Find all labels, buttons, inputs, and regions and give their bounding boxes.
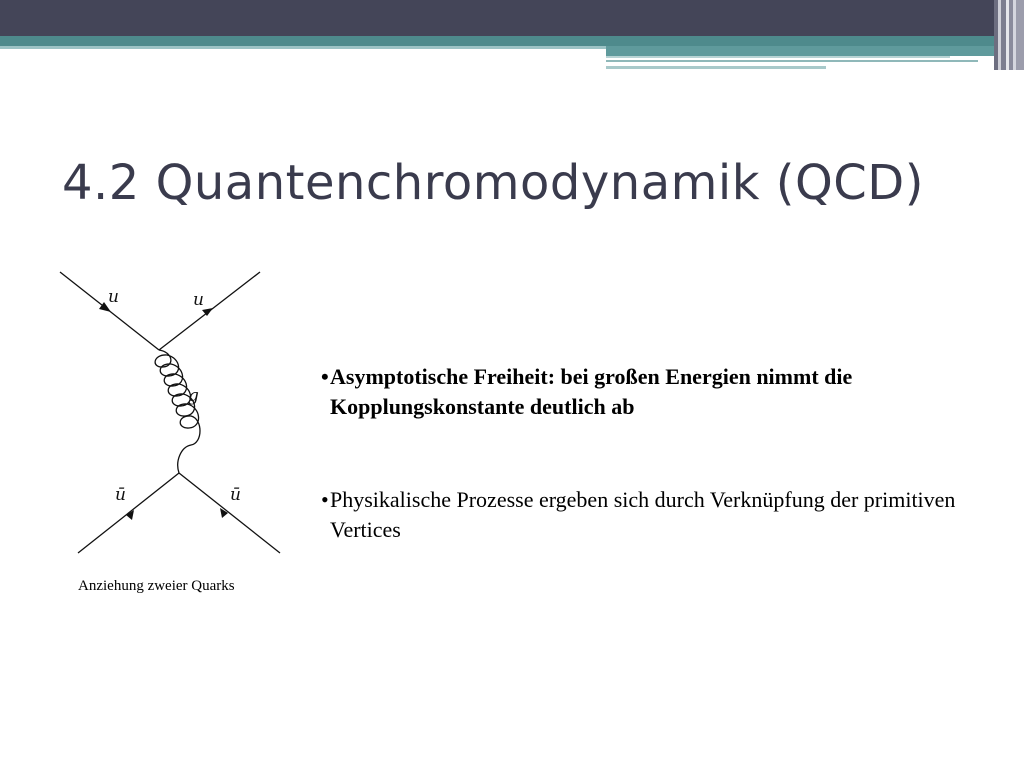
bullet-list	[316, 362, 1006, 608]
label-gluon: g	[188, 386, 199, 406]
bullet-marker: •	[321, 364, 329, 389]
header-corner-stripes	[994, 0, 1024, 70]
label-antiquark-bottom-left: ū	[115, 485, 126, 505]
label-quark-top-left: u	[108, 287, 119, 307]
antiquark-line-bottom-left	[78, 473, 179, 553]
feynman-diagram	[55, 265, 285, 560]
label-antiquark-bottom-right: ū	[230, 485, 241, 505]
bullet-item	[316, 485, 1006, 545]
header-teal-band	[0, 36, 1024, 46]
header-teal-light-line	[0, 46, 606, 49]
bullet-marker: •	[321, 487, 329, 512]
bullet-item	[316, 362, 1006, 422]
header-deco-line	[606, 66, 826, 69]
label-quark-top-right: u	[193, 290, 204, 310]
slide-title: 4.2 Quantenchromodynamik (QCD)	[62, 155, 924, 211]
header-deco-line	[606, 56, 950, 58]
header-teal-step	[606, 46, 1004, 56]
bullet-text: Physikalische Prozesse ergeben sich durch Verknüpfung der primitiven Vertices	[330, 487, 956, 542]
header-deco-line	[606, 60, 978, 62]
header-dark-band	[0, 0, 1024, 36]
gluon-line	[155, 350, 200, 473]
arrow-bottom-right	[220, 508, 228, 518]
diagram-caption: Anziehung zweier Quarks	[78, 578, 235, 594]
bullet-text: Asymptotische Freiheit: bei großen Energien nimmt die Kopplungskonstante deutlich ab	[330, 364, 853, 419]
